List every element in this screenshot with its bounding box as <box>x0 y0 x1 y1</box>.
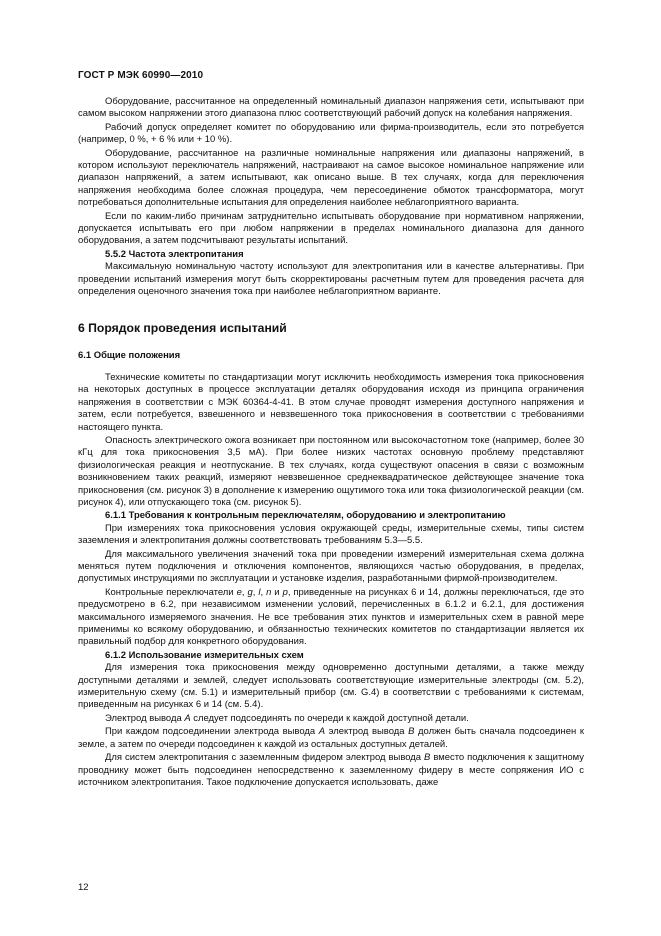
paragraph <box>78 713 584 725</box>
page-body <box>78 96 584 789</box>
paragraph: Опасность электрического ожога возникает при постоянном или высокочастотном токе (например, более 30 кГц для тока прикосновения 3,5 мА). При более низких частотах основную проблему представляют физиологическая реакция и неотпускание. В тех случаях, когда существуют опасения в связи с возможным возникновением таких реакций, измеряют невзвешенное среднеквадратическое действующее значение тока прикосновения (см. рисунок 3) в дополнение к измерению ощутимого тока или тока физиологической реакции (см. рисунок 4), или отпускающего тока (см. рисунок 5). <box>78 434 584 508</box>
electrode-label: В <box>424 752 431 764</box>
document-header: ГОСТ Р МЭК 60990—2010 <box>78 70 204 81</box>
electrode-label: А <box>318 726 326 738</box>
paragraph: Оборудование, рассчитанное на определенный номинальный диапазон напряжения сети, испытывают при самом высоком напряжении этого диапазона плюс соответствующий рабочий допуск на колебания напряжения. <box>78 96 584 120</box>
paragraph <box>78 726 584 751</box>
paragraph: Технические комитеты по стандартизации могут исключить необходимость измерения тока прикосновения на некоторых доступных в процессе эксплуатации деталях оборудования исходя из принципа ограничения напряжения в соответствии с МЭК 60364-4-41. В этом случае проводят измерения доступного напряжения и затем, если потребуется, взвешенного и невзвешенного тока прикосновения в соответствии с требованиями настоящего пункта. <box>78 371 584 433</box>
section-heading-6: 6 Порядок проведения испытаний <box>78 320 287 335</box>
paragraph: Для измерения тока прикосновения между одновременно доступными деталями, а также между доступными деталями и землей, следует использовать соответствующие измерительные электроды (см. 5.2), измерительную схему (см. 5.1) и измерительный прибор (см. G.4) в соответствии с требованиями к системам, приведенным на рисунках 6 и 14 (см. 5.4). <box>78 662 584 711</box>
text-run: , <box>241 586 248 598</box>
text-run: и <box>271 586 283 598</box>
electrode-label: В <box>408 726 415 738</box>
subsection-heading-6-1-1: 6.1.1 Требования к контрольным переключателям, оборудованию и электропитанию <box>105 510 506 522</box>
page-number: 12 <box>78 882 89 893</box>
text-run: вместо подключения к защитному проводнику может быть подсоединен непосредственно к заземленному фидеру в месте сопряжения ИО с источником электропитания. Такое подключение допускается использовать, даже <box>78 752 584 788</box>
text-run: При каждом подсоединении электрода вывода <box>105 726 319 738</box>
text-run: электрод вывода <box>325 726 409 738</box>
subsection-heading-5-5-2: 5.5.2 Частота электропитания <box>105 248 244 260</box>
switch-label: g <box>247 586 253 598</box>
switch-label: l <box>258 586 261 598</box>
subsection-heading-6-1-2: 6.1.2 Использование измерительных схем <box>105 649 304 661</box>
subsection-heading-6-1: 6.1 Общие положения <box>78 349 181 361</box>
paragraph: Для максимального увеличения значений тока при проведении измерений измерительная схема должна меняться путем подключения и отключения компонентов, являющихся частью оборудования, в пределах, допустимых инструкциями по эксплуатации и установке изделия, разработанными фирмой-производителем. <box>78 548 584 585</box>
paragraph: Максимальную номинальную частоту используют для электропитания или в качестве альтернативы. При проведении испытаний измерения могут быть скорректированы расчетным путем для проведения расчета для определения оценочного значения тока при наиболее неблагоприятном варианте. <box>78 261 584 298</box>
paragraph <box>78 587 584 649</box>
switch-label: n <box>266 586 272 598</box>
text-run: должен быть сначала подсоединен к земле, а затем по очереди подсоединен к каждой из остальных доступных деталей. <box>78 726 584 750</box>
text-run: следует подсоединять по очереди к каждой доступной детали. <box>190 712 469 724</box>
text-run: , приведенные на рисунках 6 и 14, должны переключаться, где это предусмотрено в 6.2, при независимом изменении условий, перечисленных в 6.1.2 и 6.2.1, для достижения максимального измеряемого значения. Не все требования этих пунктов и измерительных схем в равной мере применимы ко всякому оборудованию, и обязанностью технических комитетов по стандартизации является их правильный подбор для конкретного оборудования. <box>78 586 585 648</box>
text-run: Для систем электропитания с заземленным фидером электрод вывода <box>105 752 425 764</box>
paragraph: Если по каким-либо причинам затруднительно испытывать оборудование при нормативном напряжении, допускается испытывать его при любом напряжении в пределах номинального диапазона для данного оборудования, а затем подсчитывают результаты испытаний. <box>78 210 584 247</box>
text-run: Контрольные переключатели <box>105 586 237 598</box>
text-run: , <box>252 586 259 598</box>
text-run: , <box>260 586 267 598</box>
electrode-label: А <box>184 712 191 724</box>
paragraph: Оборудование, рассчитанное на различные номинальные напряжения или диапазоны напряжений, в котором используют переключатель напряжений, настраивают на самое высокое номинальное напряжение или диапазон напряжений, а затем испытывают, как описано выше. В тех случаях, когда для переключения напряжения необходима более сложная процедура, чем пересоединение обмоток трансформатора, могут потребоваться дополнительные испытания для определения наиболее неблагоприятного варианта. <box>78 147 584 209</box>
switch-label: е <box>236 586 242 598</box>
paragraph <box>78 752 584 789</box>
paragraph: При измерениях тока прикосновения условия окружающей среды, измерительные схемы, типы систем заземления и электропитания должны соответствовать требованиям 5.3—5.5. <box>78 522 584 547</box>
paragraph: Рабочий допуск определяет комитет по оборудованию или фирма-производитель, если это потребуется (например, 0 %, + 6 % или + 10 %). <box>78 121 584 146</box>
text-run: Электрод вывода <box>105 712 185 724</box>
switch-label: p <box>282 586 288 598</box>
